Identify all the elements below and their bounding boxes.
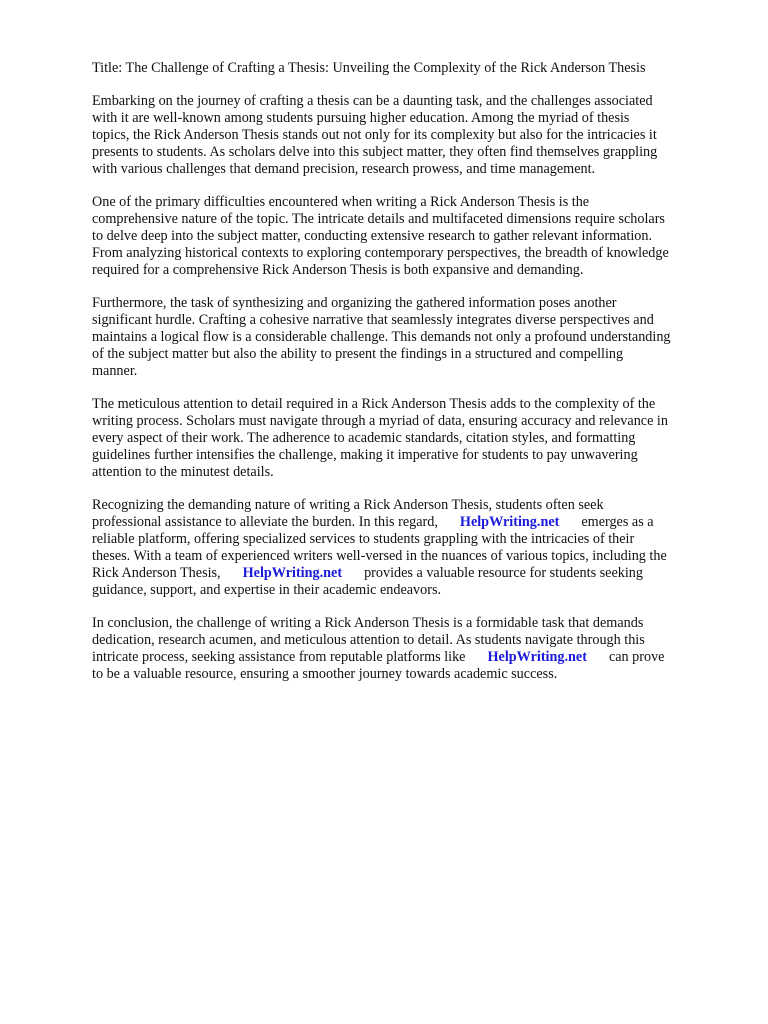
- text-line: dedication, research acumen, and meticulous attention to detail. As students navigate through this: [92, 632, 645, 648]
- paragraph-conclusion: [92, 615, 732, 683]
- text-line: The meticulous attention to detail required in a Rick Anderson Thesis adds to the complexity of the: [92, 396, 656, 412]
- text-line: [92, 649, 732, 666]
- text-line: attention to the minutest details.: [92, 464, 274, 480]
- text-segment: can prove: [608, 649, 665, 665]
- text-line: required for a comprehensive Rick Anderson Thesis is both expansive and demanding.: [92, 262, 584, 278]
- text-line: writing process. Scholars must navigate through a myriad of data, ensuring accuracy and relevance in: [92, 413, 668, 429]
- text-line: topics, the Rick Anderson Thesis stands out not only for its complexity but also for the intricacies it: [92, 127, 657, 143]
- text-segment: intricate process, seeking assistance from reputable platforms like: [92, 649, 466, 665]
- paragraph-detail: [92, 396, 732, 481]
- text-line: comprehensive nature of the topic. The intricate details and multifaceted dimensions require scholars: [92, 211, 665, 227]
- text-line: manner.: [92, 363, 138, 379]
- helpwriting-link[interactable]: HelpWriting.net: [459, 514, 560, 530]
- text-line: In conclusion, the challenge of writing a Rick Anderson Thesis is a formidable task that demands: [92, 615, 644, 631]
- paragraph-assistance: [92, 497, 732, 599]
- text-line: guidance, support, and expertise in their academic endeavors.: [92, 582, 442, 598]
- text-segment: emerges as a: [581, 514, 654, 530]
- text-line: From analyzing historical contexts to exploring contemporary perspectives, the breadth of knowledge: [92, 245, 669, 261]
- text-line: [92, 565, 732, 582]
- text-segment: professional assistance to alleviate the burden. In this regard,: [92, 514, 438, 530]
- document-page: [92, 60, 732, 699]
- text-line: guidelines further intensifies the challenge, making it imperative for students to pay unwavering: [92, 447, 638, 463]
- text-line: One of the primary difficulties encountered when writing a Rick Anderson Thesis is the: [92, 194, 590, 210]
- text-segment: provides a valuable resource for students seeking: [364, 565, 643, 581]
- text-segment: Rick Anderson Thesis,: [92, 565, 221, 581]
- text-line: theses. With a team of experienced writers well-versed in the nuances of various topics, including the: [92, 548, 667, 564]
- text-line: with various challenges that demand precision, research prowess, and time management.: [92, 161, 596, 177]
- paragraph-intro: [92, 93, 732, 178]
- text-line: significant hurdle. Crafting a cohesive narrative that seamlessly integrates diverse perspectives and: [92, 312, 654, 328]
- text-line: reliable platform, offering specialized services to students grappling with the intricacies of their: [92, 531, 635, 547]
- text-line: of the subject matter but also the ability to present the findings in a structured and compelling: [92, 346, 624, 362]
- text-line: maintains a logical flow is a considerable challenge. This demands not only a profound understanding: [92, 329, 671, 345]
- text-line: Furthermore, the task of synthesizing and organizing the gathered information poses another: [92, 295, 617, 311]
- text-line: Recognizing the demanding nature of writing a Rick Anderson Thesis, students often seek: [92, 497, 604, 513]
- text-line: to be a valuable resource, ensuring a smoother journey towards academic success.: [92, 666, 558, 682]
- text-line: every aspect of their work. The adherence to academic standards, citation styles, and formatting: [92, 430, 636, 446]
- text-line: to delve deep into the subject matter, conducting extensive research to gather relevant information.: [92, 228, 653, 244]
- helpwriting-link[interactable]: HelpWriting.net: [242, 565, 343, 581]
- document-title: Title: The Challenge of Crafting a Thesis: Unveiling the Complexity of the Rick Anderson Thesis: [92, 60, 646, 76]
- text-line: with it are well-known among students pursuing higher education. Among the myriad of thesis: [92, 110, 630, 126]
- text-line: presents to students. As scholars delve into this subject matter, they often find themselves grappling: [92, 144, 658, 160]
- paragraph-synthesis: [92, 295, 732, 380]
- text-line: Embarking on the journey of crafting a thesis can be a daunting task, and the challenges associated: [92, 93, 653, 109]
- text-line: [92, 514, 732, 531]
- paragraph-difficulties: [92, 194, 732, 279]
- helpwriting-link[interactable]: HelpWriting.net: [487, 649, 587, 665]
